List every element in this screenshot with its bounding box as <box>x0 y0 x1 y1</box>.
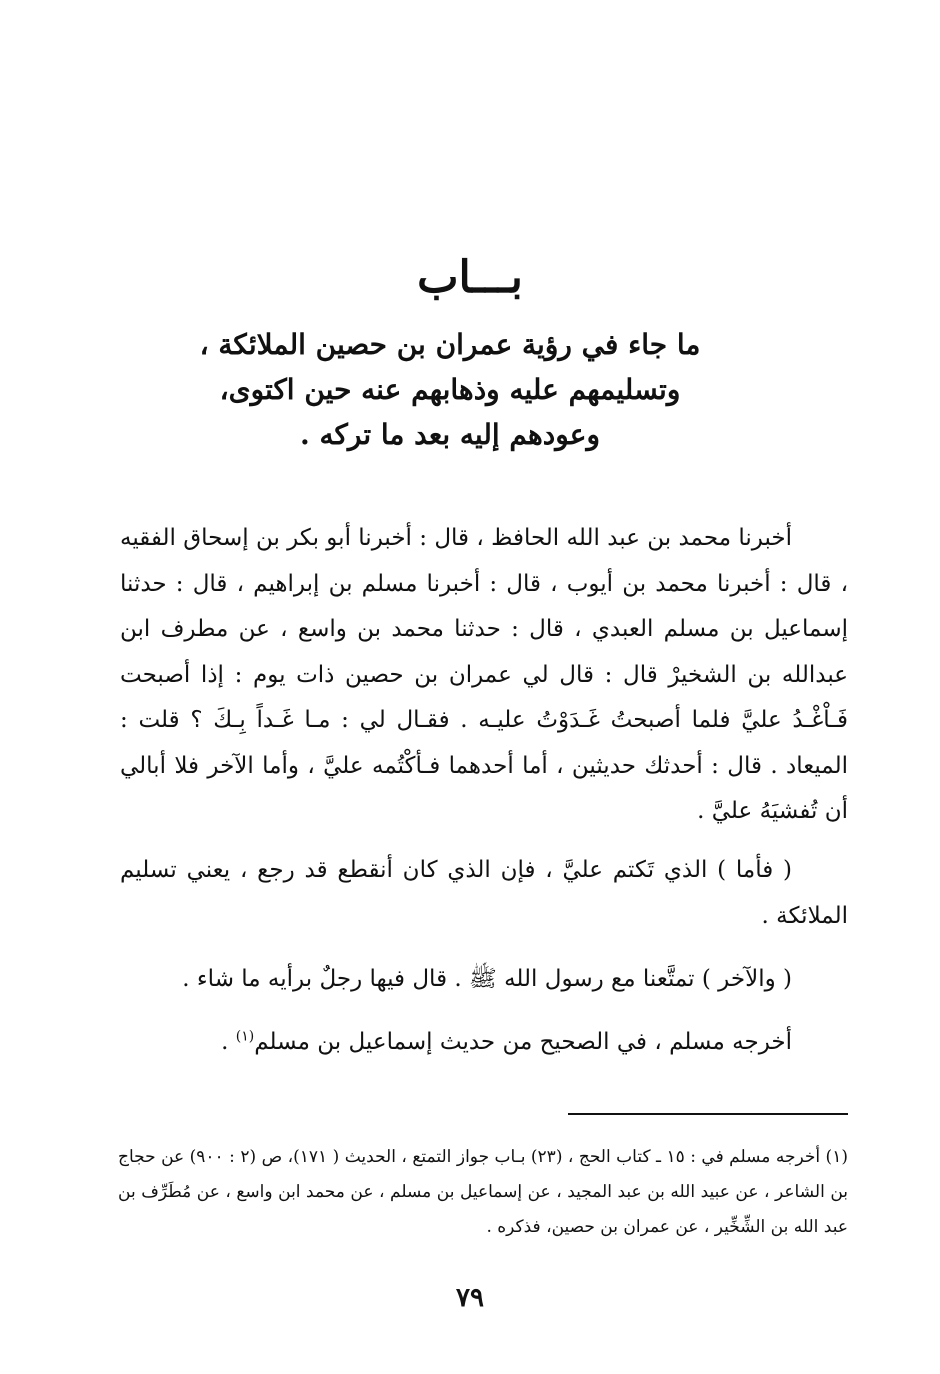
title-line-3: وعودهم إليه بعد ما تركه . <box>300 418 600 451</box>
page-number: ٧٩ <box>456 1283 484 1313</box>
footnote-divider <box>568 1113 848 1115</box>
source-end: . <box>221 1029 236 1055</box>
paragraph-source <box>120 1020 848 1066</box>
title-line-1: ما جاء في رؤية عمران بن حصين الملائكة ، <box>199 328 701 361</box>
footnote-marker: (١) <box>235 1028 255 1045</box>
paragraph-second-hadith: ( والآخر ) تمتَّعنا مع رسول الله ﷺ . قال فيها رجلٌ برأيه ما شاء . <box>182 966 792 992</box>
chapter-title <box>150 322 750 457</box>
source-text: أخرجه مسلم ، في الصحيح من حديث إسماعيل بن مسلم <box>254 1029 792 1055</box>
paragraph-narration: أخبرنا محمد بن عبد الله الحافظ ، قال : أخبرنا أبو بكر بن إسحاق الفقيه ، قال : أخبرنا محمد بن أيوب ، قال : أخبرنا مسلم بن إبراهيم ، قال : حدثنا إسماعيل بن مسلم العبدي ، قال : حدثنا محمد بن واسع ، عن مطرف ابن عبدالله بن الشخيرْ قال : قال لي عمران بن حصين ذات يوم : إذا أصبحت فَـاْغْـدُ عليَّ فلما أصبحتُ غَـدَوْتُ عليـه . فقـال لي : مـا غَـداً بِـكَ ؟ قلت : الميعاد . قال : أحدثك حديثين ، أما أحدهما فـأكْتُمه عليَّ ، وأما الآخر فلا أبالي أن تُفشيَهُ عليَّ . <box>120 525 848 824</box>
footnote-text: (١) أخرجه مسلم في : ١٥ ـ كتاب الحج ، (٢٣) بـاب جواز التمتع ، الحديث ( ١٧١)، ص (٢ : ٩٠٠) عن حجاج بن الشاعر ، عن عبيد الله بن عبد المجيد ، عن إسماعيل بن مسلم ، عن محمد ابن واسع ، عن مُطَرِّف بن عبد الله بن الشِّخِّير ، عن عمران بن حصين، فذكره . <box>118 1147 848 1237</box>
chapter-heading: بـــاب <box>417 252 523 303</box>
paragraph-first-hadith: ( فأما ) الذي تَكتم عليَّ ، فإن الذي كان أنقطع قد رجع ، يعني تسليم الملائكة . <box>120 857 848 929</box>
title-line-2: وتسليمهم عليه وذهابهم عنه حين اكتوى، <box>219 373 681 406</box>
